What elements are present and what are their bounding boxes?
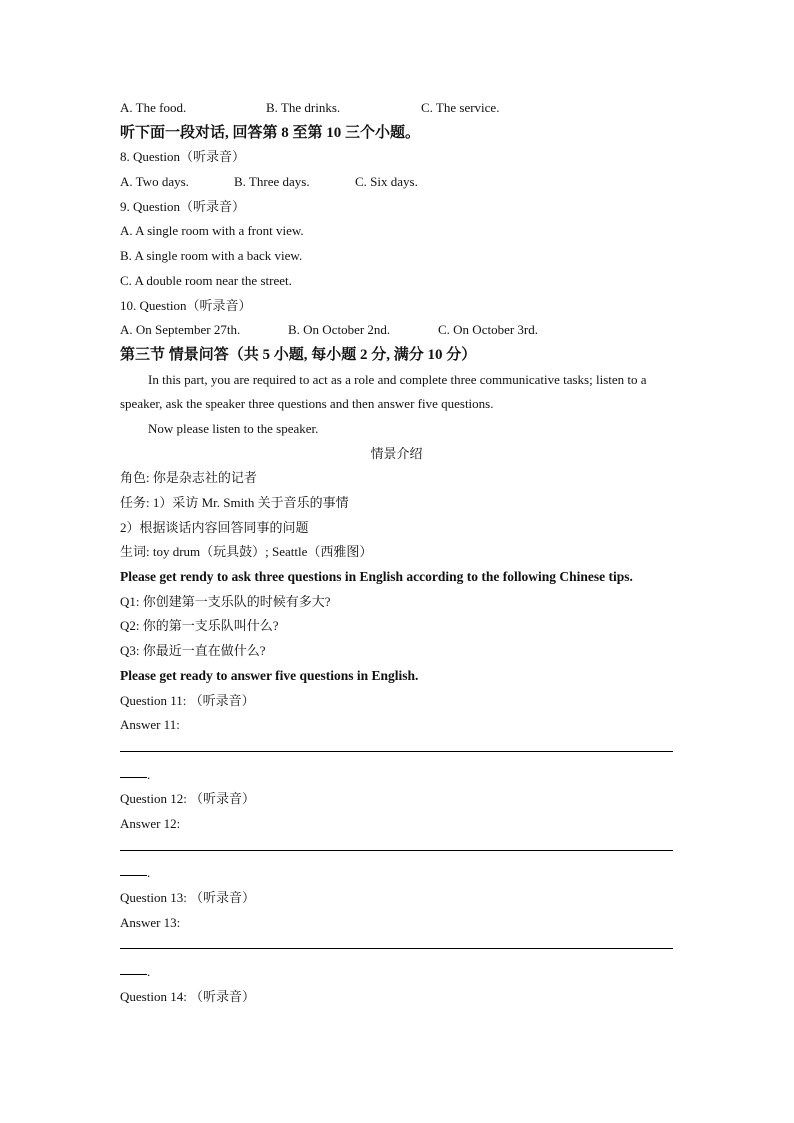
answer-11-label: Answer 11:: [120, 717, 180, 733]
section3-heading: 第三节 情景问答（共 5 小题, 每小题 2 分, 满分 10 分）: [120, 346, 477, 363]
tip-q2: Q2: 你的第一支乐队叫什么?: [120, 618, 279, 634]
q7-option-c: C. The service.: [421, 100, 500, 115]
question-11: Question 11: （听录音）: [120, 692, 255, 708]
scene-title: 情景介绍: [370, 445, 423, 461]
question-13: Question 13: （听录音）: [120, 890, 256, 906]
q9-option-b: B. A single room with a back view.: [120, 248, 303, 264]
q7-option-b: B. The drinks.: [266, 100, 341, 115]
q8-options: [120, 170, 673, 195]
q8-option-c: C. Six days.: [355, 174, 418, 190]
section3-intro: In this part, you are required to act as a role and complete three communicative tasks; listen to a speaker, ask the speaker three questions and then answer five questions.: [120, 371, 647, 412]
exam-page: [120, 96, 673, 1009]
tip-q1: Q1: 你创建第一支乐队的时候有多大?: [120, 593, 331, 609]
question-14: Question 14: （听录音）: [120, 988, 256, 1004]
task2-line: 2）根据谈话内容回答同事的问题: [120, 519, 309, 535]
answer-12-end: .: [120, 861, 673, 886]
section3-listen: Now please listen to the speaker.: [148, 420, 319, 436]
q8-stem: 8. Question（听录音）: [120, 149, 245, 165]
role-line: 角色: 你是杂志社的记者: [120, 470, 257, 486]
task1-line: 任务: 1）采访 Mr. Smith 关于音乐的事情: [120, 495, 349, 511]
answer-instruction: Please get ready to answer five questions in English.: [120, 667, 419, 683]
answer-13-blank[interactable]: [120, 935, 673, 960]
answer-12-label: Answer 12:: [120, 815, 181, 831]
q8-option-a: A. Two days.: [120, 174, 189, 190]
ask-instruction: Please get rendy to ask three questions in English according to the following Chinese tips.: [120, 569, 633, 585]
tip-q3: Q3: 你最近一直在做什么?: [120, 643, 266, 659]
q10-option-a: A. On September 27th.: [120, 322, 241, 338]
section-8-10-instruction: 听下面一段对话, 回答第 8 至第 10 三个小题。: [120, 124, 421, 141]
q9-option-a: A. A single room with a front view.: [120, 223, 304, 239]
vocab-line: 生词: toy drum（玩具鼓）; Seattle（西雅图）: [120, 544, 373, 560]
q10-options: [120, 318, 673, 343]
question-12: Question 12: （听录音）: [120, 791, 256, 807]
q7-options: [120, 96, 673, 121]
answer-11-blank[interactable]: [120, 738, 673, 763]
q10-option-b: B. On October 2nd.: [288, 322, 391, 338]
q9-stem: 9. Question（听录音）: [120, 198, 245, 214]
q10-stem: 10. Question（听录音）: [120, 297, 252, 313]
answer-13-label: Answer 13:: [120, 914, 181, 930]
answer-13-end: .: [120, 960, 673, 985]
answer-12-blank[interactable]: [120, 837, 673, 862]
q8-option-b: B. Three days.: [234, 174, 310, 190]
answer-11-end: .: [120, 763, 673, 788]
q10-option-c: C. On October 3rd.: [438, 322, 539, 338]
q9-option-c: C. A double room near the street.: [120, 272, 292, 288]
q7-option-a: A. The food.: [120, 100, 187, 115]
